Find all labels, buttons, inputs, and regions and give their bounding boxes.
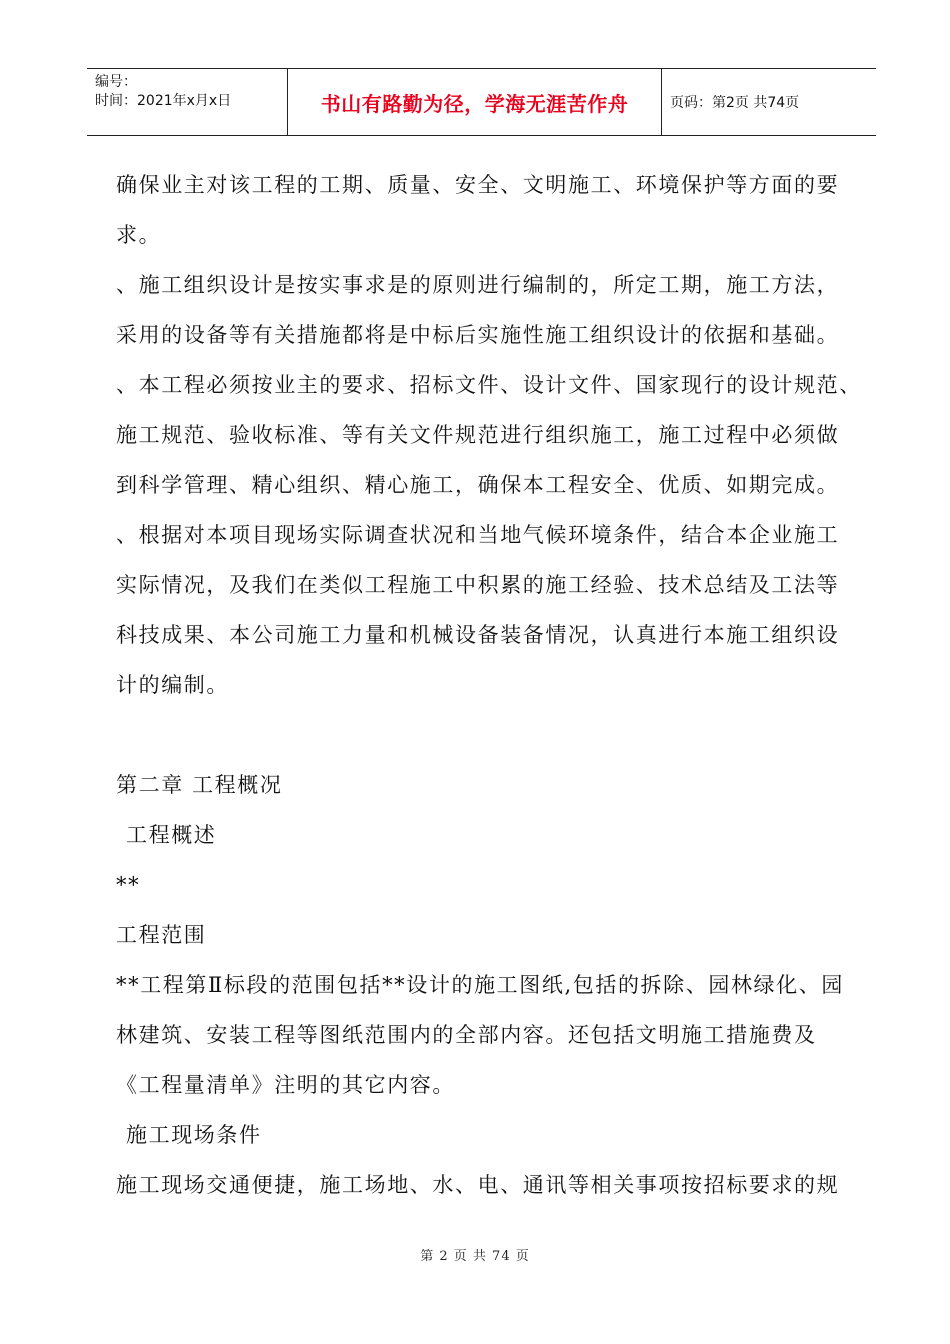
body-line: 、根据对本项目现场实际调查状况和当地气候环境条件，结合本企业施工 [116, 523, 840, 547]
header-time-label: 时间：2021年x月x日 [95, 93, 232, 109]
section-heading-site: 施工现场条件 [126, 1123, 262, 1147]
page-header [87, 68, 876, 136]
header-divider [661, 69, 662, 135]
overview-text: ** [116, 873, 141, 897]
header-motto: 书山有路勤为径，学海无涯苦作舟 [320, 91, 629, 116]
body-line: 实际情况，及我们在类似工程施工中积累的施工经验、技术总结及工法等 [116, 573, 840, 597]
header-number-label: 编号： [95, 74, 137, 90]
body-line: 、本工程必须按业主的要求、招标文件、设计文件、国家现行的设计规范、 [116, 373, 862, 397]
body-line: 确保业主对该工程的工期、质量、安全、文明施工、环境保护等方面的要 [116, 173, 840, 197]
body-line: 、施工组织设计是按实事求是的原则进行编制的，所定工期，施工方法， [116, 273, 840, 297]
section-heading-scope: 工程范围 [116, 923, 207, 947]
body-line: 到科学管理、精心组织、精心施工，确保本工程安全、优质、如期完成。 [116, 473, 840, 497]
header-meta [95, 73, 231, 111]
scope-line: 《工程量清单》注明的其它内容。 [116, 1073, 455, 1097]
paragraph-gap [116, 710, 856, 760]
page-footer: 第 2 页 共 74 页 [420, 1249, 530, 1264]
scope-line: **工程第Ⅱ标段的范围包括**设计的施工图纸,包括的拆除、园林绿化、园 [116, 973, 844, 997]
site-line: 施工现场交通便捷，施工场地、水、电、通讯等相关事项按招标要求的规 [116, 1173, 840, 1197]
chapter-title: 第二章 工程概况 [116, 773, 283, 797]
body-line: 施工规范、验收标准、等有关文件规范进行组织施工，施工过程中必须做 [116, 423, 840, 447]
body-line: 求。 [116, 223, 162, 247]
scope-line: 林建筑、安装工程等图纸范围内的全部内容。还包括文明施工措施费及 [116, 1023, 817, 1047]
section-heading-overview: 工程概述 [126, 823, 217, 847]
header-page-info: 页码：第2页 共74页 [670, 95, 800, 111]
body-line: 采用的设备等有关措施都将是中标后实施性施工组织设计的依据和基础。 [116, 323, 840, 347]
body-line: 科技成果、本公司施工力量和机械设备装备情况，认真进行本施工组织设 [116, 623, 840, 647]
body-line: 计的编制。 [116, 673, 229, 697]
document-body [116, 160, 862, 1210]
